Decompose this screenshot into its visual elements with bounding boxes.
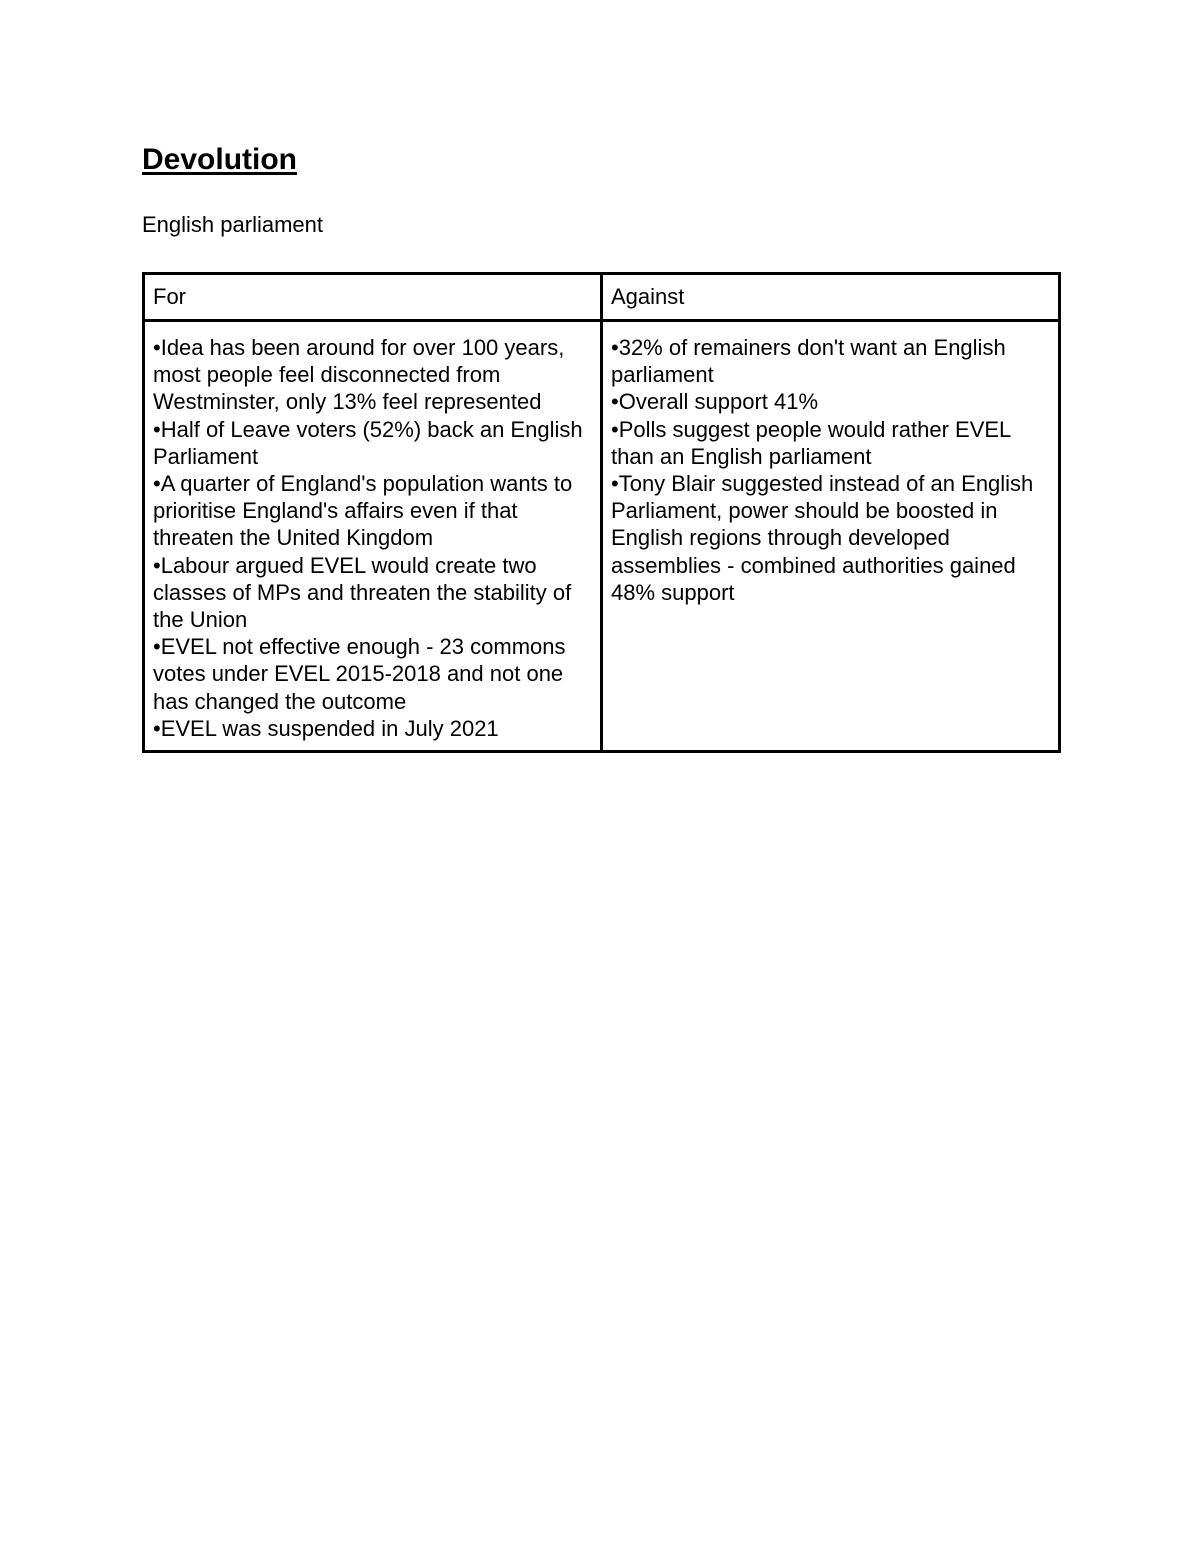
against-point: •Overall support 41% — [611, 389, 819, 415]
for-point: •Half of Leave voters (52%) back an English Parliament — [153, 416, 583, 469]
page-title: Devolution — [142, 143, 297, 176]
section-subtitle: English parliament — [142, 212, 323, 237]
against-point: •32% of remainers don't want an English parliament — [611, 335, 1006, 388]
against-cell — [602, 321, 1060, 752]
for-point: •EVEL not effective enough - 23 commons votes under EVEL 2015-2018 and not one has changed the outcome — [153, 634, 566, 714]
table-header-row — [144, 274, 1060, 321]
header-against: Against — [602, 274, 1060, 321]
header-for: For — [144, 274, 602, 321]
for-against-table — [142, 272, 1061, 753]
for-point: •A quarter of England's population wants to prioritise England's affairs even if that threaten the United Kingdom — [153, 471, 573, 551]
table-row — [144, 321, 1060, 752]
for-cell — [144, 321, 602, 752]
against-point: •Tony Blair suggested instead of an English Parliament, power should be boosted in English regions through developed assemblies - combined authorities gained 48% support — [611, 471, 1034, 605]
for-point: •Idea has been around for over 100 years, most people feel disconnected from Westminster, only 13% feel represented — [153, 335, 565, 415]
against-point: •Polls suggest people would rather EVEL than an English parliament — [611, 416, 1011, 469]
for-point: •Labour argued EVEL would create two classes of MPs and threaten the stability of the Union — [153, 552, 572, 633]
for-point: •EVEL was suspended in July 2021 — [153, 715, 499, 741]
